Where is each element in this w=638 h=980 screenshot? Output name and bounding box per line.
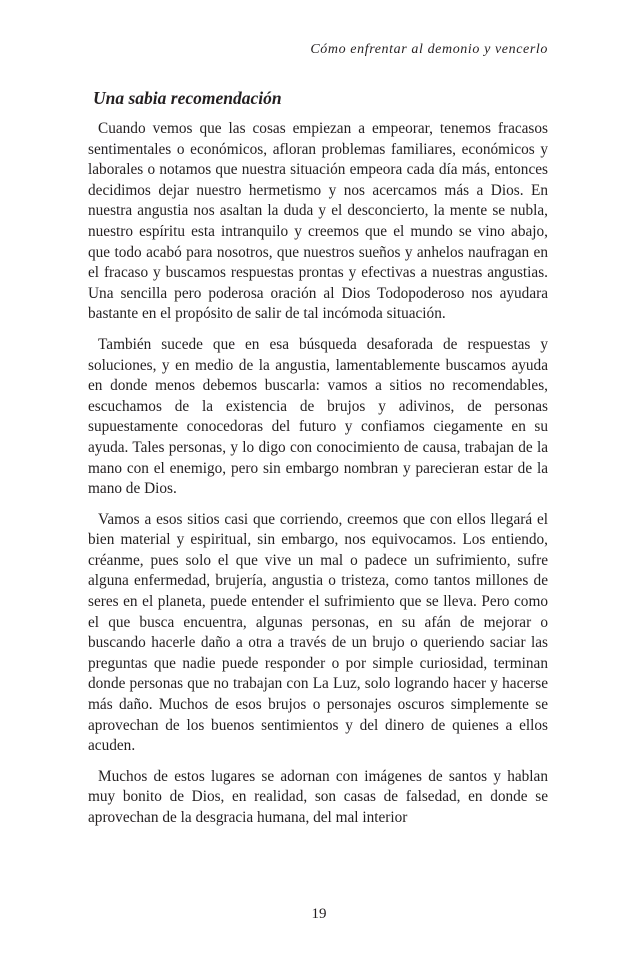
body-text xyxy=(88,119,548,839)
paragraph-1: Cuando vemos que las cosas empiezan a empeorar, tenemos fracasos sentimentales o económicos, afloran problemas familiares, económicos y laborales o notamos que nuestra situación empeora cada día más, entonces decidimos dejar nuestro hermetismo y nos acercamos más a Dios. En nuestra angustia nos asaltan la duda y el desconcierto, la mente se nubla, nuestro espíritu esta intranquilo y creemos que el mundo se vino abajo, que todo acabó para nosotros, que nuestros sueños y anhelos naufragan en el fracaso y buscamos respuestas prontas y efectivas a nuestras angustias. Una sencilla pero poderosa oración al Dios Todopoderoso nos ayudara bastante en el propósito de salir de tal incómoda situación. xyxy=(88,120,548,323)
section-title: Una sabia recomendación xyxy=(93,88,282,108)
paragraph-4: Muchos de estos lugares se adornan con imágenes de santos y hablan muy bonito de Dios, en realidad, son casas de falsedad, en donde se aprovechan de la desgracia humana, del mal interior xyxy=(88,767,548,826)
paragraph-3: Vamos a esos sitios casi que corriendo, creemos que con ellos llegará el bien material y espiritual, sin embargo, nos equivocamos. Los entiendo, créanme, pues solo el que vive un mal o padece un sufrimiento, sufre alguna enfermedad, brujería, angustia o tristeza, como tantos millones de seres en el planeta, puede entender el sufrimiento que se lleva. Pero como el que busca encuentra, algunas personas, en su afán de mejorar o buscando hacerle daño a otra a través de un brujo o queriendo saciar las preguntas que nadie puede responder o por simple curiosidad, terminan donde personas que no trabajan con La Luz, solo logrando hacer y hacerse más daño. Muchos de esos brujos o personajes oscuros simplemente se aprovechan de los buenos sentimientos y del dinero de quienes a ellos acuden. xyxy=(88,510,548,755)
running-header: Cómo enfrentar al demonio y vencerlo xyxy=(310,42,548,57)
page-number: 19 xyxy=(311,906,327,922)
paragraph-2: También sucede que en esa búsqueda desaforada de respuestas y soluciones, y en medio de la angustia, lamentablemente buscamos ayuda en donde menos debemos buscarla: vamos a sitios no recomendables, escuchamos de la existencia de brujos y adivinos, de personas supuestamente conocedoras del futuro y confiamos ciegamente en su ayuda. Tales personas, y lo digo con conocimiento de causa, trabajan de la mano con el enemigo, pero sin embargo nombran y parecieran estar de la mano de Dios. xyxy=(88,335,548,498)
